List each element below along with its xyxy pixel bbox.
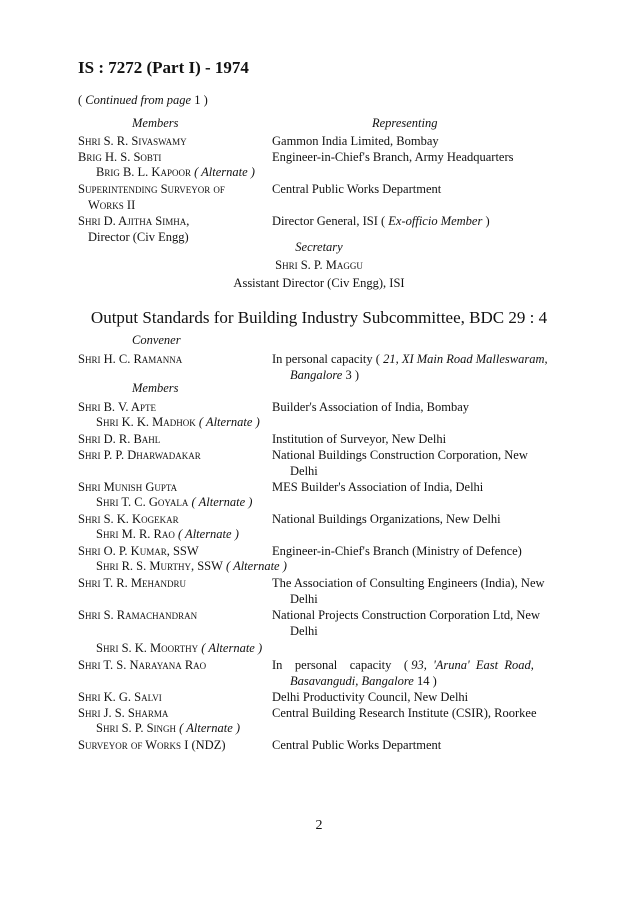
- page-number: 2: [315, 818, 323, 833]
- member-representing: MES Builder's Association of India, Delhi: [272, 480, 484, 494]
- alternate-row: Shri S. P. Singh ( Alternate ): [96, 721, 241, 735]
- convener-label: Convener: [132, 333, 181, 347]
- member-representing: Central Public Works Department: [272, 182, 442, 196]
- member-representing: National Projects Construction Corporation Ltd, New Delhi: [272, 608, 541, 638]
- member-representing: Institution of Surveyor, New Delhi: [272, 432, 447, 446]
- member-name: Shri O. P. Kumar, SSW: [78, 544, 199, 558]
- member-name: Shri H. C. Ramanna: [78, 352, 183, 366]
- representing-column-heading: Representing: [372, 116, 438, 130]
- member-representing: Delhi Productivity Council, New Delhi: [272, 690, 469, 704]
- member-representing: National Buildings Construction Corporation, New Delhi: [272, 448, 528, 478]
- member-name: Shri D. Ajitha Simha, Director (Civ Engg): [78, 214, 190, 244]
- member-name: Shri B. V. Apte: [78, 400, 156, 414]
- member-representing: Engineer-in-Chief's Branch (Ministry of Defence): [272, 544, 522, 558]
- member-name: Shri P. P. Dharwadakar: [78, 448, 201, 462]
- alternate-row: Shri R. S. Murthy, SSW ( Alternate ): [96, 559, 287, 573]
- member-name: Shri D. R. Bahl: [78, 432, 161, 446]
- member-name: Shri T. S. Narayana Rao: [78, 658, 207, 672]
- member-representing: Builder's Association of India, Bombay: [272, 400, 470, 414]
- subcommittee-title: Output Standards for Building Industry Subcommittee, BDC 29 : 4: [90, 308, 548, 327]
- member-name: Shri K. G. Salvi: [78, 690, 162, 704]
- alternate-row: Brig B. L. Kapoor ( Alternate ): [96, 165, 255, 179]
- member-representing: Gammon India Limited, Bombay: [272, 134, 439, 148]
- alternate-row: Shri M. R. Rao ( Alternate ): [96, 527, 239, 541]
- member-name: Shri S. K. Kogekar: [78, 512, 179, 526]
- members-label: Members: [132, 381, 179, 395]
- member-representing: National Buildings Organizations, New Delhi: [272, 512, 501, 526]
- member-representing: Central Public Works Department: [272, 738, 442, 752]
- member-name: Shri S. R. Sivaswamy: [78, 134, 187, 148]
- standard-number-heading: IS : 7272 (Part I) - 1974: [78, 58, 249, 77]
- member-representing: Engineer-in-Chief's Branch, Army Headquarters: [272, 150, 514, 164]
- alternate-row: Shri S. K. Moorthy ( Alternate ): [96, 641, 263, 655]
- member-representing: In personal capacity ( 93, 'Aruna' East Road, Basavangudi, Bangalore 14 ): [272, 658, 534, 688]
- member-representing: In personal capacity ( 21, XI Main Road Malleswaram, Bangalore 3 ): [272, 352, 548, 382]
- member-name: Shri J. S. Sharma: [78, 706, 169, 720]
- secretary-name: Shri S. P. Maggu: [275, 258, 363, 272]
- member-representing: The Association of Consulting Engineers (India), New Delhi: [272, 576, 545, 606]
- member-name: Superintending Surveyor of Works II: [78, 182, 225, 212]
- secretary-label: Secretary: [295, 240, 343, 254]
- continued-note: ( Continued from page 1 ): [78, 93, 208, 107]
- member-name: Surveyor of Works I (NDZ): [78, 738, 226, 752]
- members-column-heading: Members: [132, 116, 179, 130]
- member-name: Brig H. S. Sobti: [78, 150, 162, 164]
- member-name: Shri S. Ramachandran: [78, 608, 198, 622]
- member-name: Shri Munish Gupta: [78, 480, 178, 494]
- member-name: Shri T. R. Mehandru: [78, 576, 187, 590]
- alternate-row: Shri T. C. Goyala ( Alternate ): [96, 495, 253, 509]
- member-representing: Central Building Research Institute (CSIR), Roorkee: [272, 706, 537, 720]
- member-representing: Director General, ISI ( Ex-officio Member ): [272, 214, 490, 228]
- secretary-designation: Assistant Director (Civ Engg), ISI: [233, 276, 405, 290]
- alternate-row: Shri K. K. Madhok ( Alternate ): [96, 415, 260, 429]
